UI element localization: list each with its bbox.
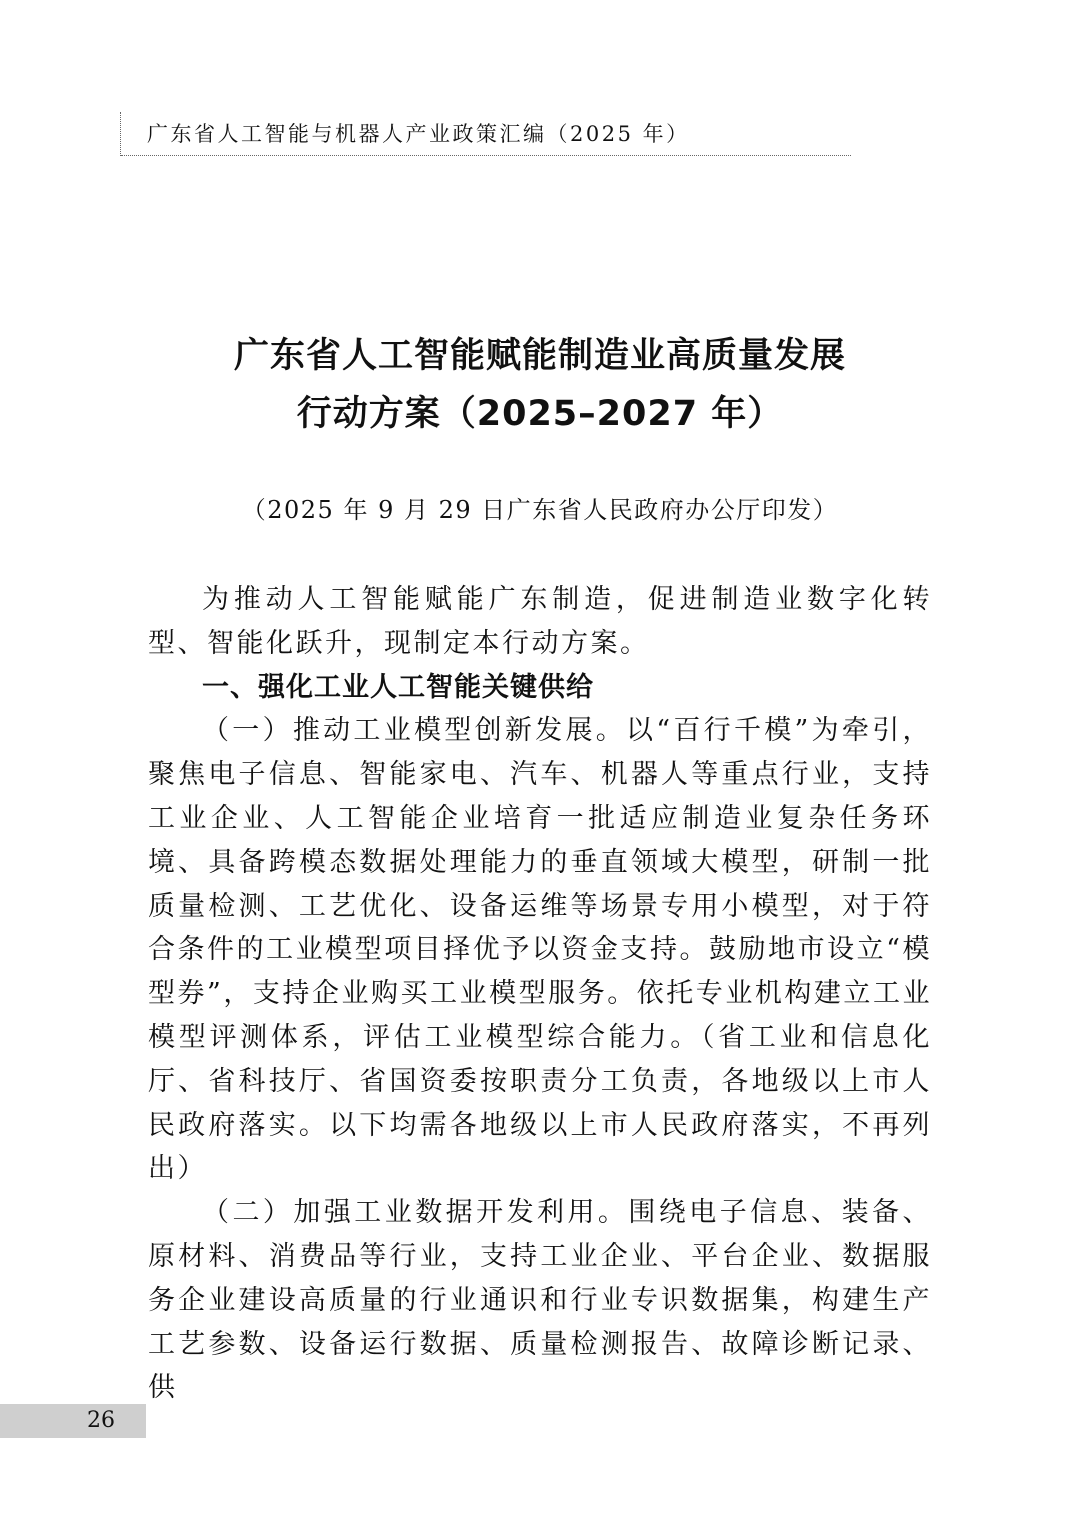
- header-divider: [121, 155, 851, 156]
- running-header: [120, 112, 851, 156]
- section-heading: 一、强化工业人工智能关键供给: [202, 671, 594, 703]
- item-paragraph: （一）推动工业模型创新发展。以“百行千模”为牵引，聚焦电子信息、智能家电、汽车、机器人等重点行业，支持工业企业、人工智能企业培育一批适应制造业复杂任务环境、具备跨模态数据处理能力的垂直领域大模型，研制一批质量检测、工艺优化、设备运维等场景专用小模型，对于符合条件的工业模型项目择优予以资金支持。鼓励地市设立“模型券”，支持企业购买工业模型服务。依托专业机构建立工业模型评测体系，评估工业模型综合能力。（省工业和信息化厅、省科技厅、省国资委按职责分工负责，各地级以上市人民政府落实。以下均需各地级以上市人民政府落实，不再列出）: [148, 715, 932, 1185]
- page-number-tab: [0, 1404, 146, 1438]
- page-number: 26: [87, 1408, 115, 1433]
- running-header-title: 广东省人工智能与机器人产业政策汇编（2025 年）: [147, 122, 690, 146]
- intro-paragraph: 为推动人工智能赋能广东制造，促进制造业数字化转型、智能化跃升，现制定本行动方案。: [148, 584, 932, 659]
- document-body: [148, 578, 932, 1410]
- item-paragraph: （二）加强工业数据开发利用。围绕电子信息、装备、原材料、消费品等行业，支持工业企业、平台企业、数据服务企业建设高质量的行业通识和行业专识数据集，构建生产工艺参数、设备运行数据、质量检测报告、故障诊断记录、供: [148, 1197, 932, 1404]
- document-title-line-1: 广东省人工智能赋能制造业高质量发展: [233, 336, 846, 376]
- issuance-note: （2025 年 9 月 29 日广东省人民政府办公厅印发）: [241, 496, 839, 524]
- document-title-line-2: 行动方案（2025–2027 年）: [296, 394, 784, 434]
